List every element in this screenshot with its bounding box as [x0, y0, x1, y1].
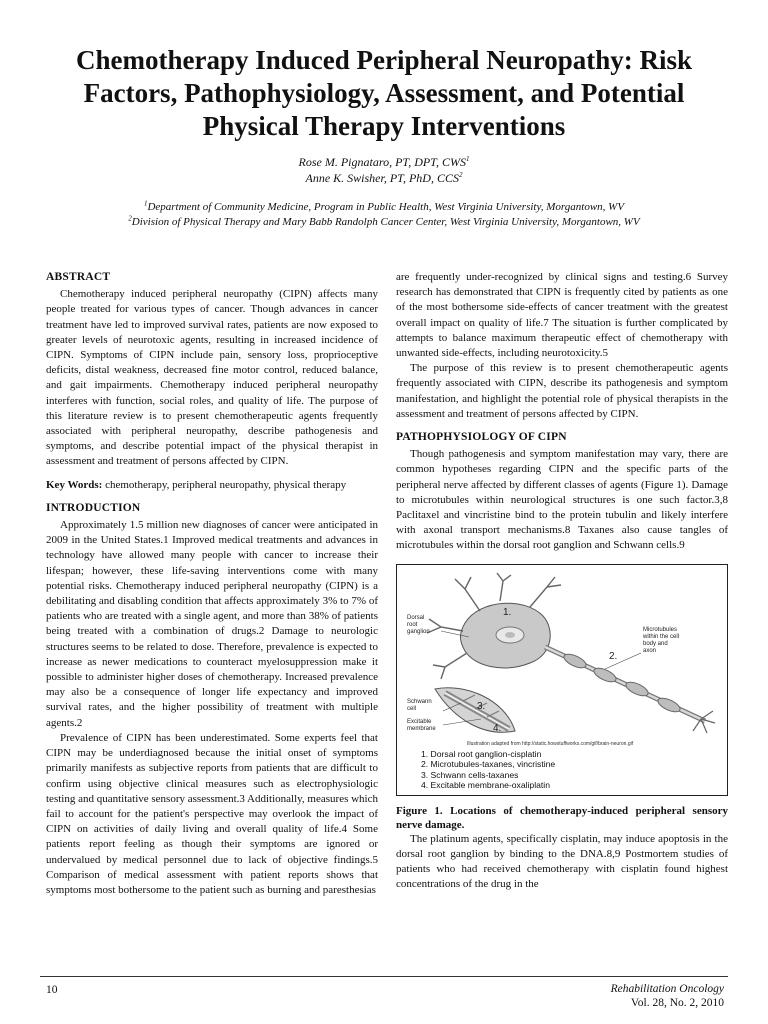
affiliation-2: $^2$Division of Physical Therapy and Mary Babb Randolph Cancer Center, West Virginia University, Morgantown, WV — [128, 214, 640, 228]
article-title: Chemotherapy Induced Peripheral Neuropathy: Risk Factors, Pathophysiology, Assessment, and Potential Physical Therapy Interventions — [75, 45, 693, 141]
right-paragraph-1: are frequently under-recognized by clinical signs and testing.6 Survey research has demonstrated that CIPN is frequently cited by patients as one of the most bothersome side-effects of cancer treatment with the greatest overall impact on quality of life.7 The situation is further complicated by attempts to balance maximum therapeutic effect of chemotherapy with unwanted side-effects, including neurotoxicity.5 — [396, 271, 728, 360]
right-paragraph-4: The platinum agents, specifically cisplatin, may induce apoptosis in the dorsal root ganglion by binding to the DNA.8,9 Postmortem studies of patients who had received chemotherapy with cisplatin found highest concentrations of the drug in the — [396, 832, 728, 891]
label-dorsal-root-ganglion: Dorsal root ganglion — [407, 614, 430, 635]
author-list — [0, 154, 768, 186]
abstract-heading: ABSTRACT — [46, 271, 111, 283]
right-paragraph-2: The purpose of this review is to present chemotherapeutic agents frequently associated with CIPN, describe its pathogenesis and symptom manifestation, and highlight the potential role of physical therapists in the assessment and treatment of persons affected by CIPN. — [396, 362, 728, 420]
keywords-label: Key Words: — [46, 478, 103, 491]
marker-2: 2. — [609, 650, 618, 662]
journal-volume: Vol. 28, No. 2, 2010 — [630, 997, 724, 1009]
marker-3: 3. — [477, 700, 486, 712]
introduction-paragraph-1: Approximately 1.5 million new diagnoses of cancer were anticipated in 2009 in the United States.1 Improved medical treatments and advances in technology have allowed many people with cancer to increase their lifespan; however, these life-saving interventions come with many potential risks. Chemotherapy induced peripheral neuropathy (CIPN) is a debilitating and disabling condition that affects approximately 3% to 7% of patients who are treated with a single agent, and more than 38% of patients being treated with a combination of drugs.2 Damage to neurologic structures seems to be related to dose. Therefore, prevalence is expected to increase as newer medications to counteract myelosuppression make it possible to administer higher doses of chemotherapy. Increased prevalence may also be a consequence of longer life expectancy and improved survival rates, and the higher possibility of treatment with multiple agents.2 — [46, 519, 378, 729]
introduction-heading: INTRODUCTION — [46, 501, 141, 514]
axon-zoom-inset — [435, 687, 515, 731]
figure-legend-list — [421, 749, 555, 791]
pathophysiology-paragraph: Though pathogenesis and symptom manifestation may vary, there are common hypotheses regarding CIPN and the specific parts of the peripheral nerve affected by different classes of agents (Figure 1). Damage to microtubules within neurological structures is one such factor.3,8 Paclitaxel and vincristine bind to the protein tubulin and likely interfere with axonal transport mechanisms.8 Taxanes also cause tangles of microtubules within the dorsal root ganglion and Schwann cells.9 — [396, 448, 728, 552]
journal-name: Rehabilitation Oncology — [610, 983, 724, 995]
footer-divider — [40, 976, 728, 977]
affiliation-list — [40, 200, 728, 230]
right-column — [396, 270, 728, 892]
pathophysiology-heading: PATHOPHYSIOLOGY OF CIPN — [396, 431, 567, 444]
figure-legend-item: 2. Microtubules-taxanes, vincristine — [421, 759, 556, 770]
figure-caption: Figure 1. Locations of chemotherapy-induced peripheral sensory nerve damage. — [396, 804, 728, 831]
abstract-text: Chemotherapy induced peripheral neuropathy (CIPN) affects many people treated for various types of cancer. Though advances in cancer treatment have led to improved survival rates, patients are now exposed to greater levels of neurotoxic agents, resulting in increased incidence of CIPN. Symptoms of CIPN include pain, sensory loss, proprioceptive deficits, distal weakness, decreased fine motor control, reduced balance, and gait impairments. Chemotherapy induced peripheral neuropathy interferes with function, social roles, and quality of life. The purpose of this literature review is to present chemotherapeutic agents frequently associated with peripheral neuropathy, describe pathogenesis and symptoms, and describe potential impact of the physical therapist in assessment and treatment of persons affected by CIPN. — [46, 288, 378, 468]
affiliation-1: $^1$Department of Community Medicine, Program in Public Health, West Virginia University, Morgantown, WV — [143, 199, 625, 213]
figure-1 — [396, 564, 728, 796]
axon — [545, 647, 715, 733]
figure-legend-item: 1. Dorsal root ganglion-cisplatin — [421, 748, 542, 759]
author-1: Rose M. Pignataro, PT, DPT, CWS$^1$ — [298, 155, 470, 169]
marker-4: 4. — [493, 722, 502, 734]
keywords — [46, 478, 378, 493]
figure-credit: Illustration adapted from http://static.howstuffworks.com/gif/brain-neuron.gif — [467, 740, 634, 747]
figure-legend-item: 4. Excitable membrane-oxaliplatin — [421, 780, 550, 791]
author-2: Anne K. Swisher, PT, PhD, CCS$^2$ — [305, 171, 463, 185]
page-number: 10 — [46, 984, 58, 996]
keywords-text: chemotherapy, peripheral neuropathy, physical therapy — [105, 478, 347, 491]
label-microtubules: Microtubules within the cell body and axon — [643, 626, 680, 654]
marker-1: 1. — [503, 606, 512, 618]
label-excitable-membrane: Excitable membrane — [407, 718, 436, 732]
neuron-illustration — [405, 571, 721, 751]
left-column — [46, 270, 378, 898]
introduction-paragraph-2: Prevalence of CIPN has been underestimated. Some experts feel that CIPN may be underdiagnosed because the initial onset of symptoms primarily manifests as subjective reports from patients that are difficult to confirm using objective clinical measures such as electrophysiologic testing and quantitative sensory assessment.3 Additionally, measures which fail to account for the patient's perspective may overlook the impact of CIPN on activities of daily living and overall quality of life.4 Some patients report feeling as though their symptoms are ignored or undervalued by medical personnel due to lack of objective findings.5 Comparison of medical assessment with patient reports shows that symptoms most bothersome to the patient such as burning and paresthesias — [46, 731, 378, 896]
label-schwann-cell: Schwann cell — [407, 698, 432, 712]
journal-info — [611, 982, 724, 1010]
figure-legend-item: 3. Schwann cells-taxanes — [421, 769, 519, 780]
